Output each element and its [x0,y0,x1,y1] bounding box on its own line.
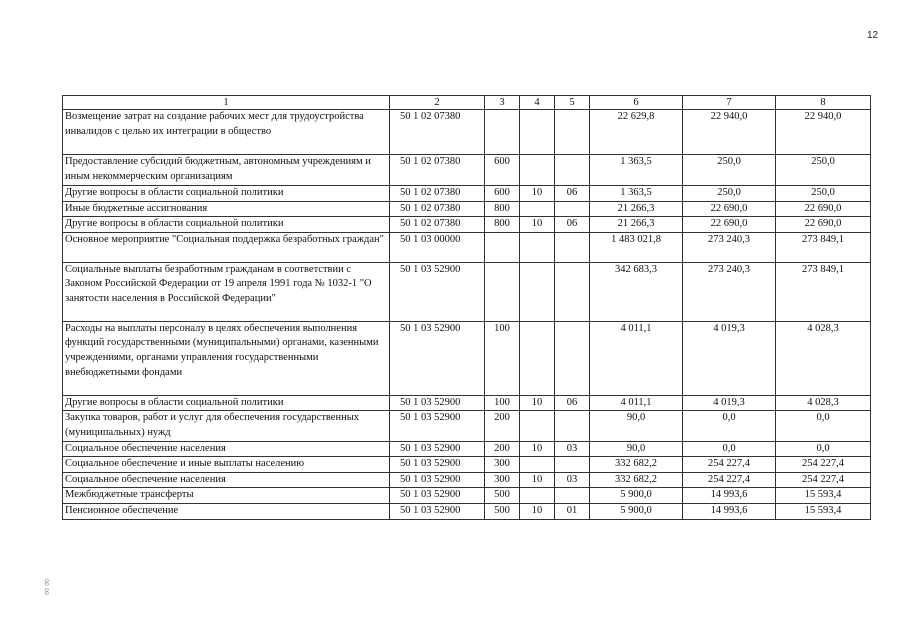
cell-name: Возмещение затрат на создание рабочих мест для трудоустройства инвалидов с целью их интеграции в общество [63,110,390,155]
cell-col3 [485,232,520,262]
cell-col5 [555,262,590,321]
cell-col8: 273 849,1 [776,232,871,262]
cell-col7: 254 227,4 [683,472,776,488]
cell-code: 50 1 03 52900 [390,457,485,473]
header-col-5: 5 [555,96,590,110]
cell-col4 [520,232,555,262]
cell-col4 [520,155,555,186]
cell-code: 50 1 03 00000 [390,232,485,262]
cell-col6: 90,0 [590,411,683,441]
header-col-4: 4 [520,96,555,110]
cell-code: 50 1 02 07380 [390,217,485,233]
cell-col5 [555,488,590,504]
cell-col3: 600 [485,155,520,186]
cell-col6: 1 363,5 [590,186,683,202]
cell-code: 50 1 02 07380 [390,155,485,186]
cell-col7: 22 690,0 [683,217,776,233]
cell-code: 50 1 02 07380 [390,186,485,202]
cell-col4 [520,321,555,395]
cell-name: Пенсионное обеспечение [63,503,390,519]
cell-col5 [555,411,590,441]
cell-col5: 06 [555,217,590,233]
cell-col4 [520,411,555,441]
cell-col7: 254 227,4 [683,457,776,473]
cell-name: Другие вопросы в области социальной политики [63,395,390,411]
cell-col3: 300 [485,472,520,488]
cell-col8: 254 227,4 [776,472,871,488]
cell-col8: 250,0 [776,186,871,202]
scan-artifact-mark: ∞∞ [40,577,53,596]
cell-col5 [555,155,590,186]
cell-code: 50 1 03 52900 [390,321,485,395]
cell-col5: 06 [555,395,590,411]
cell-col5: 03 [555,472,590,488]
cell-col7: 22 690,0 [683,201,776,217]
cell-col5 [555,201,590,217]
cell-col6: 1 363,5 [590,155,683,186]
cell-col4: 10 [520,395,555,411]
cell-col8: 22 690,0 [776,201,871,217]
cell-col8: 22 690,0 [776,217,871,233]
header-col-6: 6 [590,96,683,110]
table-row [63,503,871,519]
table-row [63,488,871,504]
cell-code: 50 1 03 52900 [390,411,485,441]
cell-col6: 22 629,8 [590,110,683,155]
table-row [63,395,871,411]
table-header [63,96,871,110]
cell-col8: 15 593,4 [776,488,871,504]
cell-col6: 90,0 [590,441,683,457]
cell-col6: 4 011,1 [590,321,683,395]
table-row [63,441,871,457]
cell-code: 50 1 03 52900 [390,472,485,488]
cell-code: 50 1 03 52900 [390,262,485,321]
budget-table [62,95,871,520]
cell-name: Межбюджетные трансферты [63,488,390,504]
cell-col8: 4 028,3 [776,395,871,411]
cell-col8: 15 593,4 [776,503,871,519]
cell-col7: 0,0 [683,441,776,457]
cell-col7: 14 993,6 [683,503,776,519]
cell-col4: 10 [520,503,555,519]
cell-name: Основное мероприятие "Социальная поддержка безработных граждан" [63,232,390,262]
cell-col7: 250,0 [683,186,776,202]
cell-code: 50 1 03 52900 [390,503,485,519]
cell-col5: 03 [555,441,590,457]
cell-col8: 250,0 [776,155,871,186]
cell-code: 50 1 03 52900 [390,488,485,504]
cell-col5 [555,232,590,262]
cell-col3: 800 [485,201,520,217]
cell-col6: 4 011,1 [590,395,683,411]
page-number: 12 [867,30,879,41]
cell-col4 [520,457,555,473]
table-row [63,472,871,488]
cell-col8: 254 227,4 [776,457,871,473]
cell-col7: 250,0 [683,155,776,186]
cell-col5 [555,457,590,473]
table-row [63,186,871,202]
cell-name: Социальные выплаты безработным гражданам в соответствии с Законом Российской Федерации от 19 апреля 1991 года № 1032-1 "О занятости населения в Российской Федерации" [63,262,390,321]
cell-col4 [520,262,555,321]
cell-col6: 21 266,3 [590,217,683,233]
table-row [63,110,871,155]
table-row [63,457,871,473]
cell-col6: 342 683,3 [590,262,683,321]
cell-col4: 10 [520,217,555,233]
table-row [63,262,871,321]
cell-col4 [520,110,555,155]
header-col-8: 8 [776,96,871,110]
cell-col8: 22 940,0 [776,110,871,155]
cell-col8: 0,0 [776,441,871,457]
table-body [63,110,871,520]
cell-col6: 5 900,0 [590,503,683,519]
header-col-1: 1 [63,96,390,110]
cell-name: Другие вопросы в области социальной политики [63,186,390,202]
cell-col7: 22 940,0 [683,110,776,155]
cell-name: Иные бюджетные ассигнования [63,201,390,217]
cell-col8: 0,0 [776,411,871,441]
cell-code: 50 1 02 07380 [390,110,485,155]
cell-code: 50 1 02 07380 [390,201,485,217]
header-col-3: 3 [485,96,520,110]
cell-name: Социальное обеспечение населения [63,472,390,488]
cell-col3: 300 [485,457,520,473]
header-col-2: 2 [390,96,485,110]
cell-col7: 4 019,3 [683,395,776,411]
cell-col6: 332 682,2 [590,457,683,473]
cell-col8: 4 028,3 [776,321,871,395]
cell-col4: 10 [520,186,555,202]
cell-col3 [485,110,520,155]
cell-col7: 273 240,3 [683,262,776,321]
cell-col3: 800 [485,217,520,233]
header-col-7: 7 [683,96,776,110]
cell-name: Социальное обеспечение и иные выплаты населению [63,457,390,473]
cell-col3: 100 [485,395,520,411]
table-row [63,411,871,441]
header-row [63,96,871,110]
cell-col6: 5 900,0 [590,488,683,504]
cell-col4: 10 [520,441,555,457]
cell-col4 [520,488,555,504]
cell-name: Социальное обеспечение населения [63,441,390,457]
cell-col3 [485,262,520,321]
cell-col3: 500 [485,503,520,519]
table-row [63,201,871,217]
cell-col7: 14 993,6 [683,488,776,504]
cell-col4 [520,201,555,217]
cell-col6: 1 483 021,8 [590,232,683,262]
cell-name: Закупка товаров, работ и услуг для обеспечения государственных (муниципальных) нужд [63,411,390,441]
table-row [63,321,871,395]
cell-col3: 200 [485,441,520,457]
cell-code: 50 1 03 52900 [390,441,485,457]
cell-col5 [555,321,590,395]
table-row [63,155,871,186]
cell-code: 50 1 03 52900 [390,395,485,411]
table-row [63,217,871,233]
cell-name: Предоставление субсидий бюджетным, автономным учреждениям и иным некоммерческим организациям [63,155,390,186]
cell-col3: 200 [485,411,520,441]
cell-col3: 500 [485,488,520,504]
cell-col3: 600 [485,186,520,202]
cell-col7: 273 240,3 [683,232,776,262]
cell-col7: 4 019,3 [683,321,776,395]
cell-name: Расходы на выплаты персоналу в целях обеспечения выполнения функций государственными (муниципальными) органами, казенными учреждениями, органами управления государственными внебюджетными фондами [63,321,390,395]
cell-col5: 01 [555,503,590,519]
table-row [63,232,871,262]
cell-col4: 10 [520,472,555,488]
cell-col6: 21 266,3 [590,201,683,217]
cell-col7: 0,0 [683,411,776,441]
cell-col6: 332 682,2 [590,472,683,488]
cell-col5 [555,110,590,155]
cell-name: Другие вопросы в области социальной политики [63,217,390,233]
cell-col5: 06 [555,186,590,202]
cell-col3: 100 [485,321,520,395]
cell-col8: 273 849,1 [776,262,871,321]
